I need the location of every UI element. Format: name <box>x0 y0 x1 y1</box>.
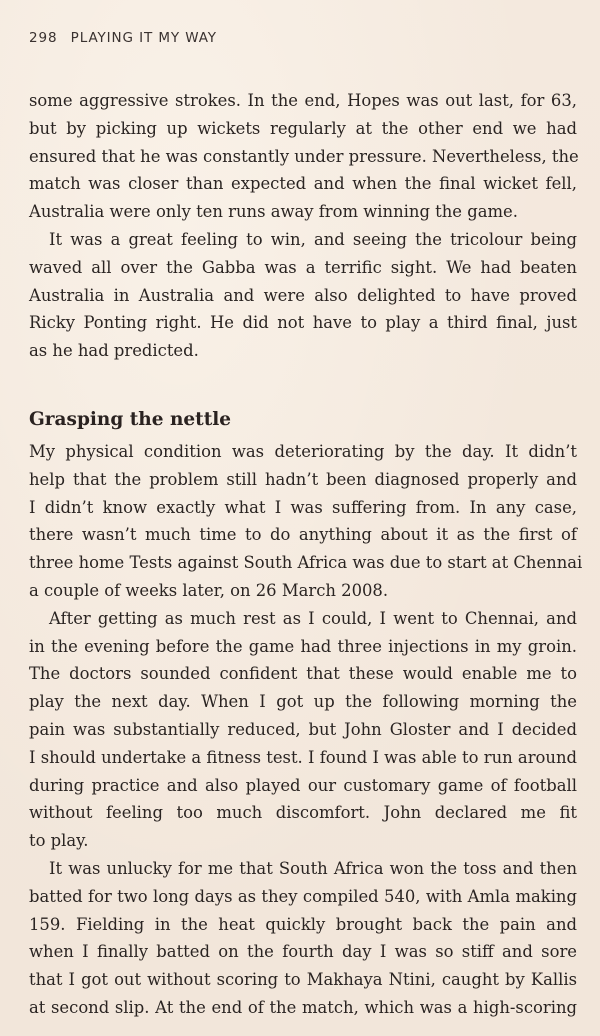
text-line: It was unlucky for me that South Africa won the toss and then <box>49 858 577 878</box>
running-head <box>29 30 217 46</box>
text-line: I didn’t know exactly what I was suffering from. In any case, <box>29 497 577 517</box>
text-line: without feeling too much discomfort. John declared me fit <box>29 803 577 823</box>
text-line: a couple of weeks later, on 26 March 2008. <box>29 580 389 600</box>
text-line: that I got out without scoring to Makhaya Ntini, caught by Kallis <box>29 970 577 990</box>
text-line: when I finally batted on the fourth day I was so stiff and sore <box>29 942 577 962</box>
paragraph-south-africa <box>29 855 577 1022</box>
paragraph-tricolour <box>29 226 577 365</box>
paragraph-chennai <box>29 605 577 855</box>
text-line: in the evening before the game had three injections in my groin. <box>29 636 577 656</box>
text-line: Australia in Australia and were also delighted to have proved <box>29 285 577 305</box>
text-line: Australia were only ten runs away from winning the game. <box>29 202 518 222</box>
paragraph-condition <box>29 438 583 605</box>
text-line: to play. <box>29 831 89 851</box>
text-line: I should undertake a fitness test. I found I was able to run around <box>29 747 577 767</box>
text-line: some aggressive strokes. In the end, Hopes was out last, for 63, <box>29 91 577 110</box>
text-line: but by picking up wickets regularly at the other end we had <box>29 118 577 138</box>
body-text <box>29 87 583 1022</box>
text-line: It was a great feeling to win, and seeing the tricolour being <box>49 229 577 249</box>
paragraph-hopes <box>29 87 577 226</box>
text-line: play the next day. When I got up the following morning the <box>29 692 577 712</box>
text-line: there wasn’t much time to do anything about it as the first of <box>29 525 577 545</box>
text-line: After getting as much rest as I could, I went to Chennai, and <box>49 608 577 628</box>
text-line: help that the problem still hadn’t been diagnosed properly and <box>29 469 577 489</box>
text-line: pain was substantially reduced, but John Gloster and I decided <box>29 719 577 739</box>
text-line: at second slip. At the end of the match, which was a high-scoring <box>29 997 577 1017</box>
book-title: PLAYING IT MY WAY <box>70 30 217 46</box>
text-line: 159. Fielding in the heat quickly brought back the pain and <box>29 914 577 934</box>
text-line: ensured that he was constantly under pressure. Nevertheless, the <box>29 146 579 166</box>
text-line: batted for two long days as they compiled 540, with Amla making <box>29 886 577 906</box>
text-line: waved all over the Gabba was a terrific sight. We had beaten <box>29 257 577 277</box>
text-line: match was closer than expected and when the final wicket fell, <box>29 174 577 194</box>
page-number: 298 <box>29 30 58 46</box>
text-line: as he had predicted. <box>29 341 199 361</box>
section-gap <box>29 365 577 402</box>
text-line: Ricky Ponting right. He did not have to play a third final, just <box>29 313 577 333</box>
text-line: The doctors sounded confident that these would enable me to <box>29 664 577 684</box>
section-heading: Grasping the nettle <box>29 408 232 430</box>
text-line: My physical condition was deteriorating by the day. It didn’t <box>29 441 577 461</box>
text-line: during practice and also played our customary game of football <box>29 775 577 795</box>
text-line: three home Tests against South Africa was due to start at Chennai <box>29 553 583 573</box>
